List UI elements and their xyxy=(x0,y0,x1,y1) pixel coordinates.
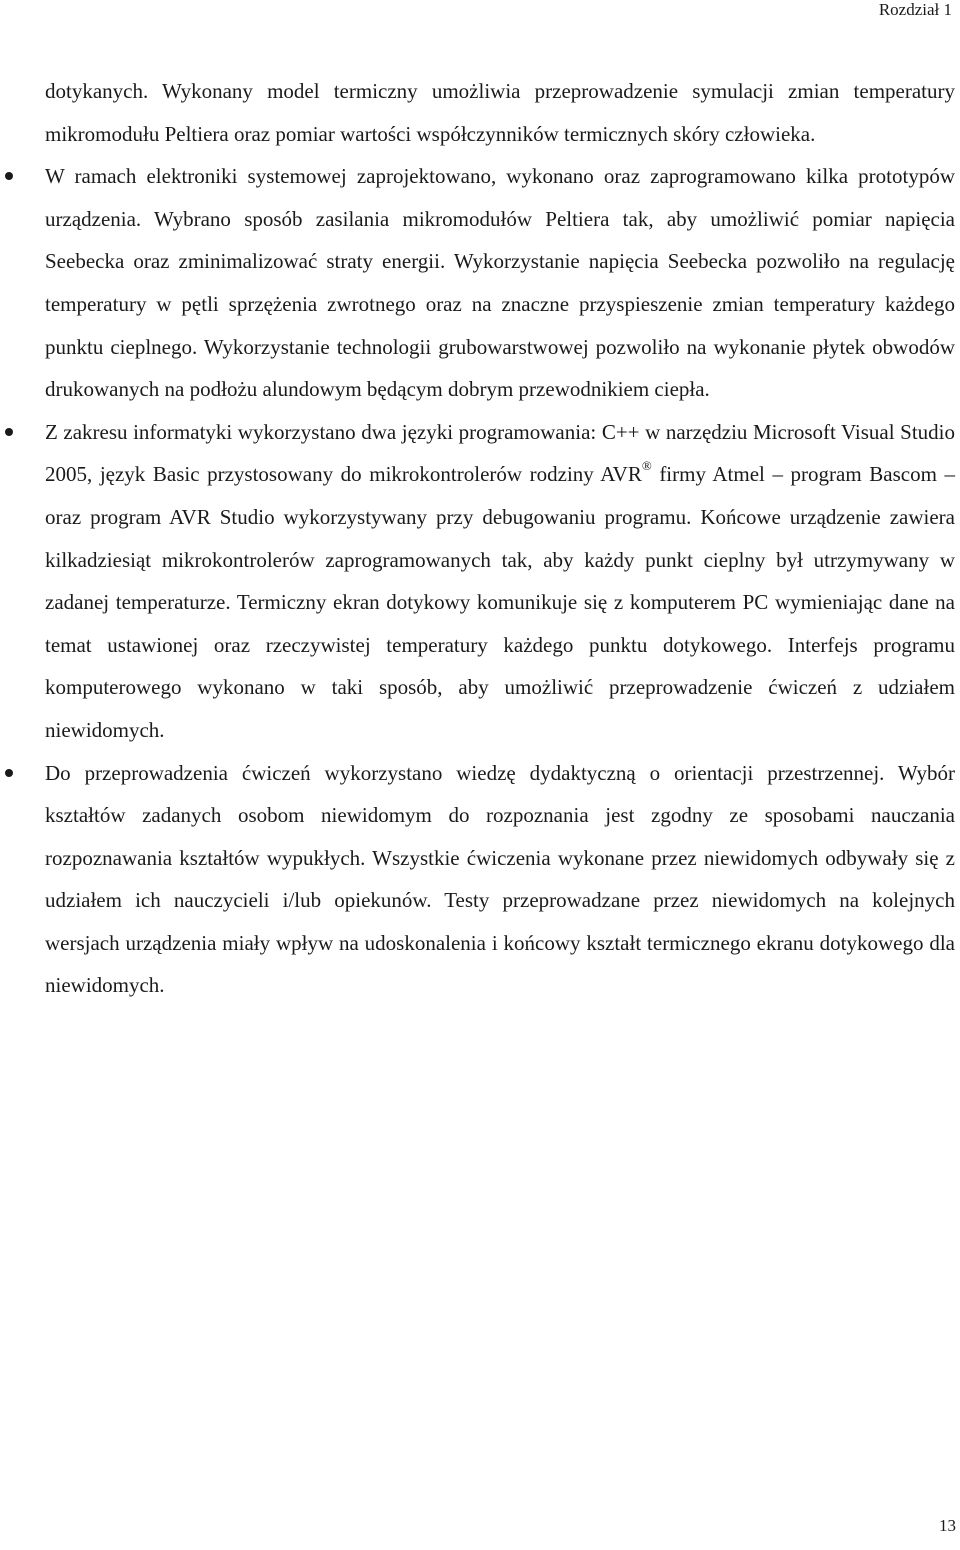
bullet-item-informatics xyxy=(45,411,955,752)
paragraph-informatics-part1: Z zakresu informatyki wykorzystano dwa języki programowania: C++ w narzędziu Microsoft Visual Studio 2005, język Basic przystosowany do mikrokontrolerów rodziny AVR xyxy=(45,419,955,487)
bullet-item-electronics xyxy=(45,155,955,411)
page-number: 13 xyxy=(939,1516,956,1535)
bullet-icon xyxy=(5,411,15,454)
running-header: Rozdział 1 xyxy=(878,0,952,19)
registered-trademark-mark: ® xyxy=(641,458,652,474)
bullet-item-didactics xyxy=(45,752,955,1008)
bullet-icon xyxy=(5,155,15,198)
paragraph-continuation: dotykanych. Wykonany model termiczny umożliwia przeprowadzenie symulacji zmian temperatury mikromodułu Peltiera oraz pomiar wartości współczynników termicznych skóry człowieka. xyxy=(45,79,955,146)
paragraph-electronics: W ramach elektroniki systemowej zaprojektowano, wykonano oraz zaprogramowano kilka prototypów urządzenia. Wybrano sposób zasilania mikromodułów Peltiera tak, aby umożliwić pomiar napięcia Seebecka oraz zminimalizować straty energii. Wykorzystanie napięcia Seebecka pozwoliło na regulację temperatury w pętli sprzężenia zwrotnego oraz na znaczne przyspieszenie zmian temperatury każdego punktu cieplnego. Wykorzystanie technologii grubowarstwowej pozwoliło na wykonanie płytek obwodów drukowanych na podłożu alundowym będącym dobrym przewodnikiem ciepła. xyxy=(45,164,955,402)
paragraph-informatics-part2: firmy Atmel – program Bascom – oraz program AVR Studio wykorzystywany przy debugowaniu programu. Końcowe urządzenie zawiera kilkadziesiąt mikrokontrolerów zaprogramowanych tak, aby każdy punkt cieplny był utrzymywany w zadanej temperaturze. Termiczny ekran dotykowy komunikuje się z komputerem PC wymieniając dane na temat ustawionej oraz rzeczywistej temperatury każdego punktu dotykowego. Interfejs programu komputerowego wykonano w taki sposób, aby umożliwić przeprowadzenie ćwiczeń z udziałem niewidomych. xyxy=(45,462,955,742)
bullet-icon xyxy=(5,752,15,795)
paragraph-didactics: Do przeprowadzenia ćwiczeń wykorzystano wiedzę dydaktyczną o orientacji przestrzennej. Wybór kształtów zadanych osobom niewidomym do rozpoznania jest zgodny ze sposobami nauczania rozpoznawania kształtów wypukłych. Wszystkie ćwiczenia wykonane przez niewidomych odbywały się z udziałem ich nauczycieli i/lub opiekunów. Testy przeprowadzane przez niewidomych na kolejnych wersjach urządzenia miały wpływ na udoskonalenia i końcowy kształt termicznego ekranu dotykowego dla niewidomych. xyxy=(45,760,955,998)
paragraph-informatics xyxy=(45,411,955,752)
document-body xyxy=(45,70,955,1007)
